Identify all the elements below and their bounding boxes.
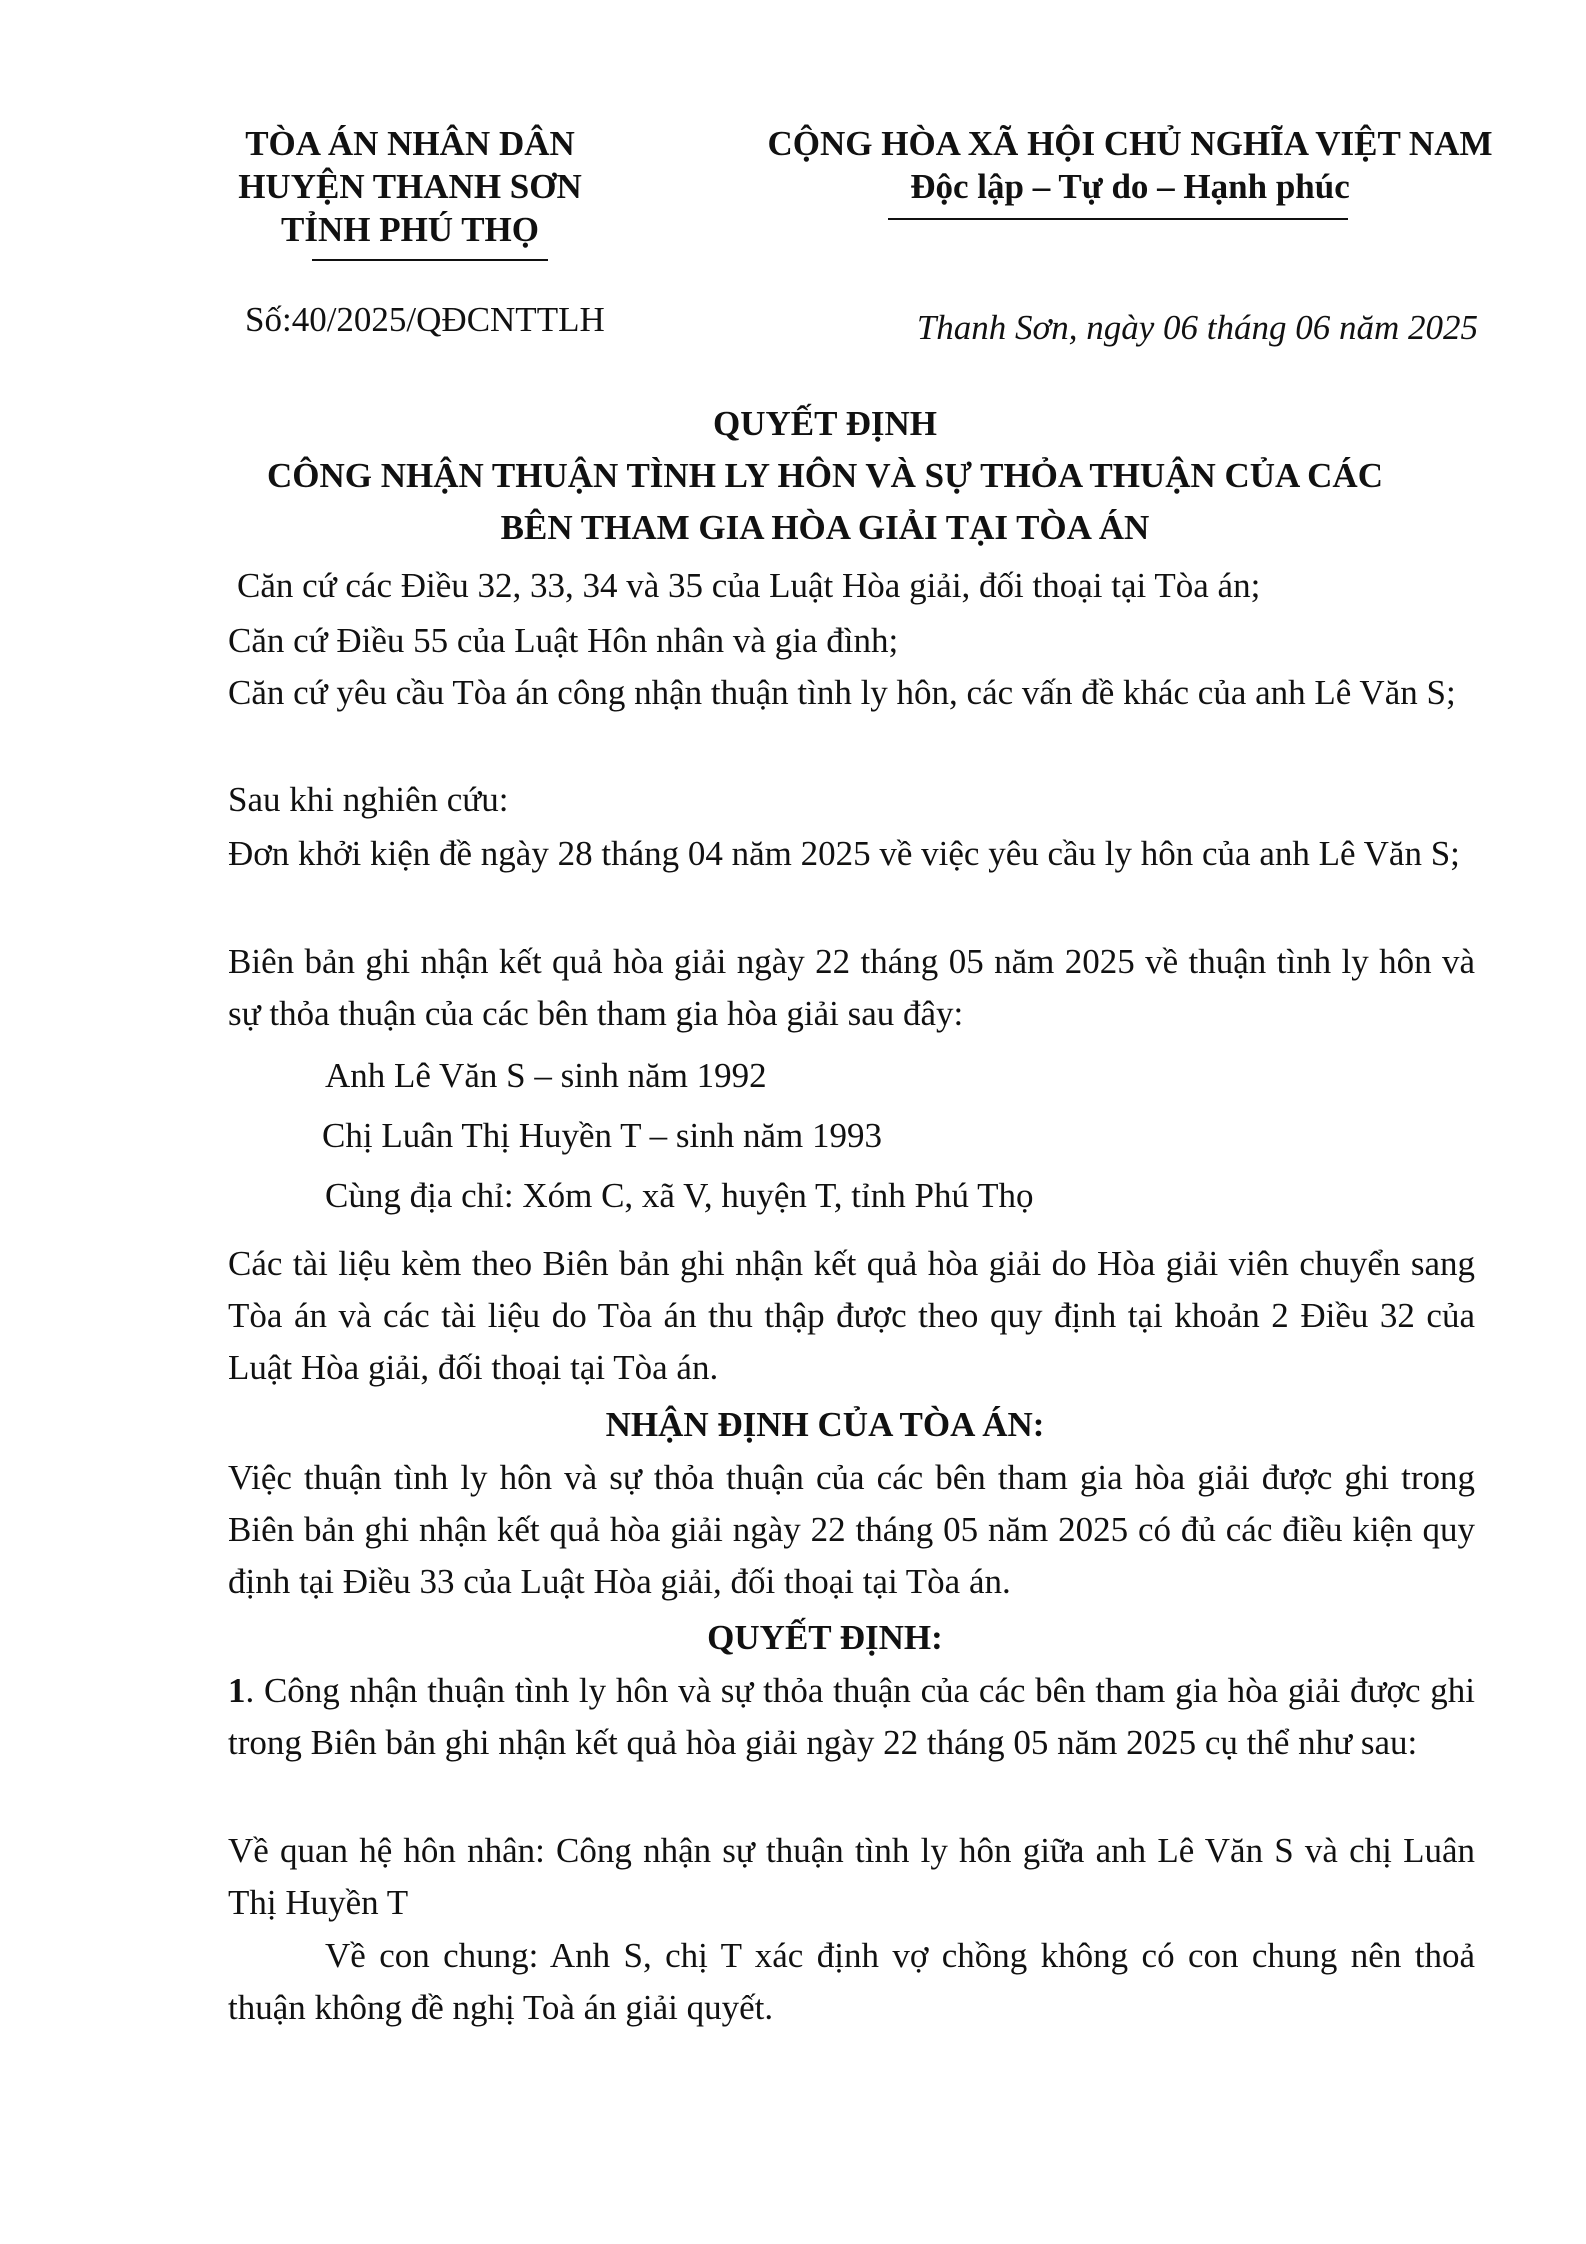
basis-2: Căn cứ Điều 55 của Luật Hôn nhân và gia đình; xyxy=(228,621,899,660)
marriage-relation: Về quan hệ hôn nhân: Công nhận sự thuận tình ly hôn giữa anh Lê Văn S và chị Luân Thị Huyền T xyxy=(228,1831,1475,1922)
court-header xyxy=(175,122,645,251)
decision-heading: QUYẾT ĐỊNH: xyxy=(707,1618,943,1657)
petition-info: Đơn khởi kiện đề ngày 28 tháng 04 năm 2025 về việc yêu cầu ly hôn của anh Lê Văn S; xyxy=(228,834,1460,873)
title-line-1: QUYẾT ĐỊNH xyxy=(713,404,937,443)
basis-3: Căn cứ yêu cầu Tòa án công nhận thuận tình ly hôn, các vấn đề khác của anh Lê Văn S; xyxy=(228,673,1456,712)
title-line-2: CÔNG NHẬN THUẬN TÌNH LY HÔN VÀ SỰ THỎA THUẬN CỦA CÁC xyxy=(267,456,1383,495)
basis-1: Căn cứ các Điều 32, 33, 34 và 35 của Luật Hòa giải, đối thoại tại Tòa án; xyxy=(237,566,1261,605)
court-province: TỈNH PHÚ THỌ xyxy=(280,210,539,249)
mediation-record-info: Biên bản ghi nhận kết quả hòa giải ngày 22 tháng 05 năm 2025 về thuận tình ly hôn và sự thỏa thuận của các bên tham gia hòa giải sau đây: xyxy=(228,942,1475,1033)
national-header-rule xyxy=(888,218,1348,220)
national-header xyxy=(710,122,1550,208)
item-number: 1 xyxy=(228,1671,246,1710)
after-study: Sau khi nghiên cứu: xyxy=(228,780,509,819)
court-header-rule xyxy=(312,259,548,261)
decision-number: Số:40/2025/QĐCNTTLH xyxy=(245,300,605,339)
assessment-text: Việc thuận tình ly hôn và sự thỏa thuận của các bên tham gia hòa giải được ghi trong Biên bản ghi nhận kết quả hòa giải ngày 22 tháng 05 năm 2025 có đủ các điều kiện quy định tại Điều 33 của Luật Hòa giải, đối thoại tại Tòa án. xyxy=(228,1458,1475,1601)
attached-documents: Các tài liệu kèm theo Biên bản ghi nhận kết quả hòa giải do Hòa giải viên chuyển sang Tòa án và các tài liệu do Tòa án thu thập được theo quy định tại khoản 2 Điều 32 của Luật Hòa giải, đối thoại tại Tòa án. xyxy=(228,1244,1475,1387)
decision-item-1 xyxy=(228,1665,1475,1769)
party-address: Cùng địa chỉ: Xóm C, xã V, huyện T, tỉnh Phú Thọ xyxy=(325,1176,1034,1215)
title-line-3: BÊN THAM GIA HÒA GIẢI TẠI TÒA ÁN xyxy=(500,508,1150,547)
party-husband: Anh Lê Văn S – sinh năm 1992 xyxy=(325,1056,767,1095)
decision-title xyxy=(175,398,1475,554)
court-district: HUYỆN THANH SƠN xyxy=(238,167,582,206)
decision-date: Thanh Sơn, ngày 06 tháng 06 năm 2025 xyxy=(916,308,1478,347)
party-wife: Chị Luân Thị Huyền T – sinh năm 1993 xyxy=(322,1116,882,1155)
common-children: Về con chung: Anh S, chị T xác định vợ chồng không có con chung nên thoả thuận không đề nghị Toà án giải quyết. xyxy=(228,1936,1475,2027)
item-text: . Công nhận thuận tình ly hôn và sự thỏa thuận của các bên tham gia hòa giải được ghi trong Biên bản ghi nhận kết quả hòa giải ngày 22 tháng 05 năm 2025 cụ thể như sau: xyxy=(228,1671,1475,1762)
assessment-heading: NHẬN ĐỊNH CỦA TÒA ÁN: xyxy=(605,1405,1045,1444)
national-name: CỘNG HÒA XÃ HỘI CHỦ NGHĨA VIỆT NAM xyxy=(767,124,1493,163)
national-motto: Độc lập – Tự do – Hạnh phúc xyxy=(910,167,1350,206)
court-name: TÒA ÁN NHÂN DÂN xyxy=(245,124,575,163)
